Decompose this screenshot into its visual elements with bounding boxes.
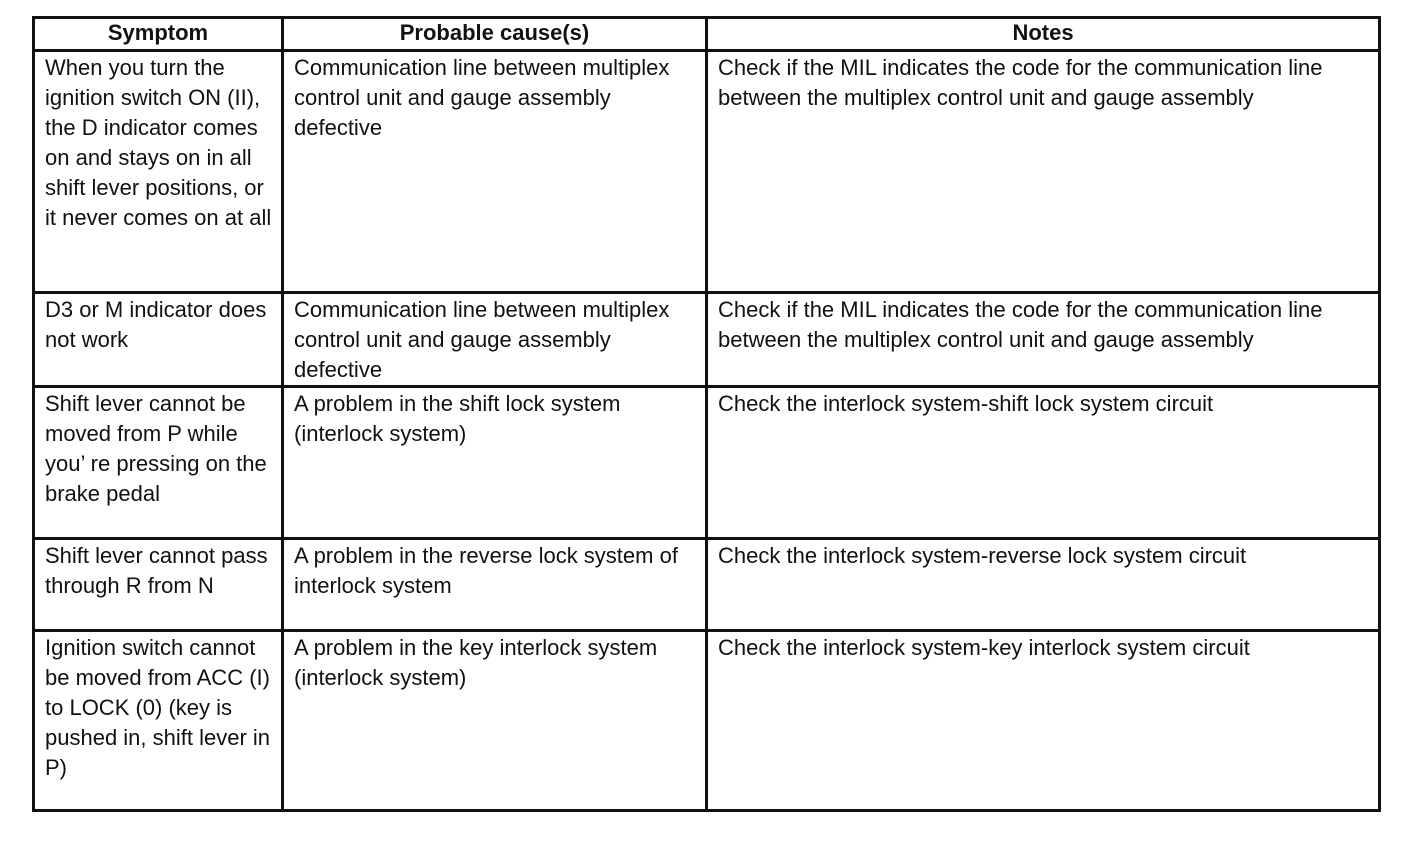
table-row: [34, 293, 1380, 387]
cause-cell: A problem in the key interlock system (interlock system): [283, 631, 707, 811]
troubleshooting-table: [32, 16, 1381, 812]
table-row: [34, 539, 1380, 631]
symptom-cell: Ignition switch cannot be moved from ACC (I) to LOCK (0) (key is pushed in, shift lever in P): [34, 631, 283, 811]
header-row: [34, 18, 1380, 51]
symptom-cell: Shift lever cannot be moved from P while you’ re pressing on the brake pedal: [34, 387, 283, 539]
cause-cell: Communication line between multiplex control unit and gauge assembly defective: [283, 293, 707, 387]
cause-cell: Communication line between multiplex control unit and gauge assembly defective: [283, 51, 707, 293]
header-notes: Notes: [707, 18, 1380, 51]
symptom-cell: When you turn the ignition switch ON (II), the D indicator comes on and stays on in all shift lever positions, or it never comes on at all: [34, 51, 283, 293]
troubleshooting-sheet: [32, 16, 1378, 812]
notes-cell: Check if the MIL indicates the code for the communication line between the multiplex control unit and gauge assembly: [707, 51, 1380, 293]
notes-cell: Check the interlock system-reverse lock system circuit: [707, 539, 1380, 631]
cause-cell: A problem in the shift lock system (interlock system): [283, 387, 707, 539]
header-probable-cause: Probable cause(s): [283, 18, 707, 51]
table-row: [34, 631, 1380, 811]
cause-cell: A problem in the reverse lock system of interlock system: [283, 539, 707, 631]
notes-cell: Check the interlock system-shift lock system circuit: [707, 387, 1380, 539]
table-row: [34, 387, 1380, 539]
symptom-cell: D3 or M indicator does not work: [34, 293, 283, 387]
notes-cell: Check the interlock system-key interlock system circuit: [707, 631, 1380, 811]
symptom-cell: Shift lever cannot pass through R from N: [34, 539, 283, 631]
header-symptom: Symptom: [34, 18, 283, 51]
table-row: [34, 51, 1380, 293]
notes-cell: Check if the MIL indicates the code for the communication line between the multiplex control unit and gauge assembly: [707, 293, 1380, 387]
